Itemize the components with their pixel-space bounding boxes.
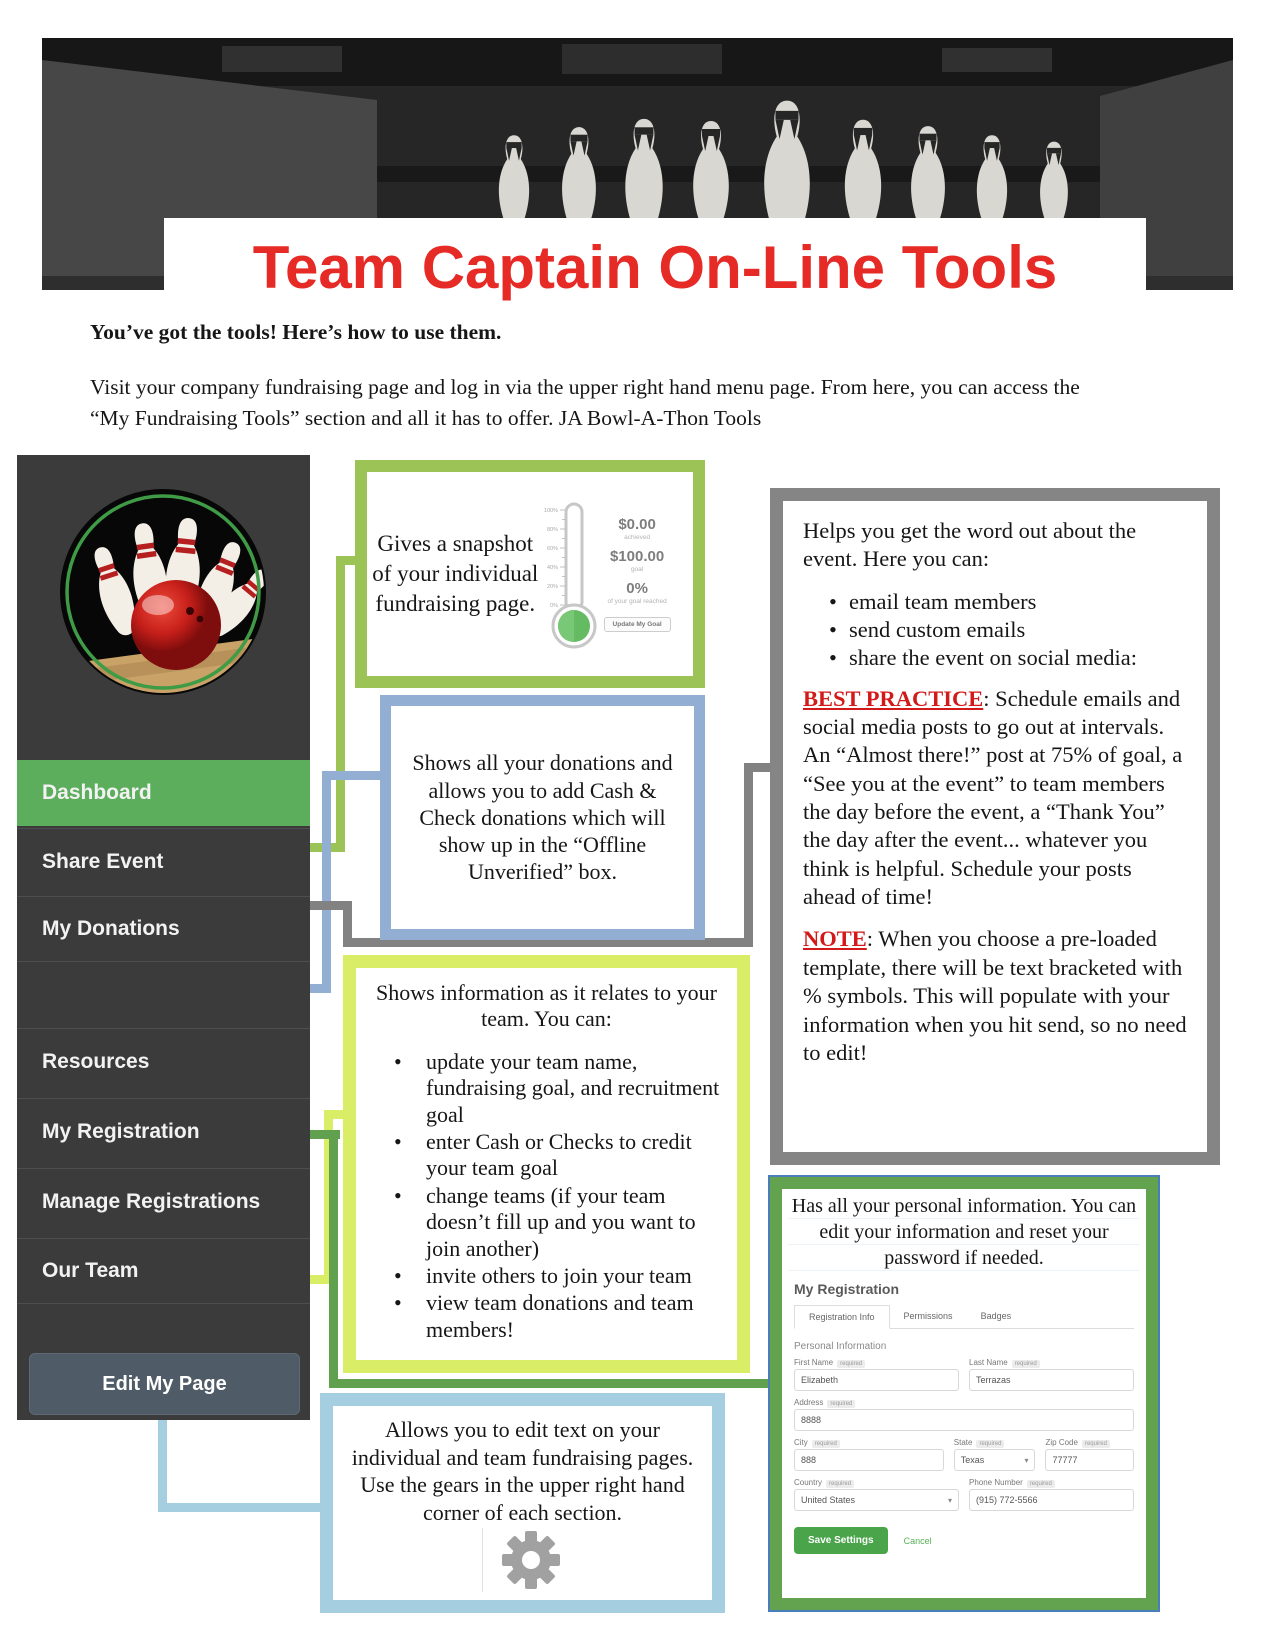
- note-text: : When you choose a pre-loaded template, there will be text bracketed with % symbols. This will populate with your information when you hit send, so no need to edit!: [803, 926, 1187, 1065]
- country-label: Country required: [794, 1478, 959, 1487]
- required-badge: required: [1082, 1440, 1110, 1448]
- required-badge: required: [976, 1440, 1004, 1448]
- country-field-group: [794, 1478, 959, 1511]
- gear-icon: [499, 1528, 563, 1592]
- city-field-group: [794, 1438, 944, 1471]
- last-name-input[interactable]: Terrazas: [969, 1369, 1134, 1391]
- address-label: Address required: [794, 1398, 1134, 1407]
- tick-label: 20%: [546, 584, 558, 590]
- title-banner: [164, 218, 1146, 316]
- required-badge: required: [812, 1440, 840, 1448]
- connector-share-event: [343, 901, 352, 941]
- required-badge: required: [826, 1480, 854, 1488]
- tab-registration-info[interactable]: Registration Info: [794, 1305, 890, 1329]
- callout-dashboard-text: Gives a snapshot of your individual fundraising page.: [372, 531, 539, 616]
- callout-edit-my-page: [320, 1393, 725, 1613]
- sidebar-item-share-event[interactable]: [17, 828, 310, 894]
- callout-my-donations-text: Shows all your donations and allows you to add Cash & Check donations which will show up in the “Offline Unverified” box.: [412, 750, 673, 885]
- connector-my-registration: [329, 1379, 771, 1388]
- tick-label: 80%: [546, 527, 558, 533]
- personal-information-heading: Personal Information: [794, 1341, 887, 1352]
- team-bullet-list: [370, 1049, 723, 1343]
- note-label: NOTE: [803, 926, 867, 952]
- tab-permissions[interactable]: Permissions: [903, 1311, 953, 1321]
- intro-heading: You’ve got the tools! Here’s how to use them.: [90, 320, 502, 344]
- connector-edit-my-page: [158, 1416, 167, 1512]
- percent-label: of your goal reached: [607, 597, 667, 605]
- goal-amount: $100.00: [609, 547, 665, 565]
- connector-dashboard: [336, 556, 345, 852]
- address-input[interactable]: 8888: [794, 1409, 1134, 1431]
- best-practice-paragraph: [803, 685, 1187, 912]
- zip-label: Zip Code required: [1045, 1438, 1134, 1447]
- sidebar-item-label: My Donations: [42, 917, 180, 940]
- edit-my-page-button[interactable]: [29, 1353, 300, 1415]
- save-settings-button[interactable]: Save Settings: [794, 1527, 888, 1554]
- sidebar-item-my-donations[interactable]: [17, 896, 310, 962]
- team-bullet: • enter Cash or Checks to credit your team goal: [400, 1129, 723, 1182]
- team-bullet: • view team donations and team members!: [400, 1290, 723, 1343]
- callout-my-donations: [380, 695, 705, 940]
- share-intro: Helps you get the word out about the event. Here you can:: [803, 518, 1137, 572]
- connector-edit-my-page: [158, 1503, 324, 1512]
- update-my-goal-button[interactable]: Update My Goal: [604, 617, 671, 632]
- note-paragraph: [803, 925, 1187, 1067]
- registration-text: Has all your personal information. You can edit your information and reset your password if needed.: [788, 1193, 1140, 1271]
- required-badge: required: [1012, 1360, 1040, 1368]
- zip-input[interactable]: 77777: [1045, 1449, 1134, 1471]
- edit-page-text: Allows you to edit text on your individual and team fundraising pages. Use the gears in the upper right hand corner of each section.: [351, 1417, 694, 1525]
- share-bullet: • send custom emails: [849, 616, 1187, 644]
- gear-divider: [482, 1528, 483, 1592]
- achieved-amount: $0.00: [618, 515, 656, 533]
- last-name-field-group: [969, 1358, 1134, 1391]
- best-practice-text: : Schedule emails and social media posts to go out at intervals. An “Almost there!” post at 75% of goal, a “See you at the event” to team members the day before the event, a “Thank You” the day after the event... whatever you think is helpful. Schedule your posts ahead of time!: [803, 685, 1183, 910]
- callout-our-team: [343, 955, 750, 1373]
- sidebar-item-our-team[interactable]: [17, 1238, 310, 1304]
- team-intro: Shows information as it relates to your team. You can:: [376, 980, 717, 1032]
- required-badge: required: [1027, 1480, 1055, 1488]
- required-badge: required: [827, 1400, 855, 1408]
- bowling-avatar-image: [58, 487, 268, 697]
- last-name-label: Last Name required: [969, 1358, 1134, 1367]
- best-practice-label: BEST PRACTICE: [803, 685, 984, 711]
- callout-dashboard: [355, 460, 705, 688]
- callout-my-registration-inner: [770, 1177, 1158, 1610]
- connector-share-event: [744, 763, 772, 772]
- fundraising-thermometer-widget: [540, 498, 689, 650]
- tick-label: 100%: [543, 508, 558, 514]
- state-select[interactable]: Texas ▾: [954, 1449, 1036, 1471]
- edit-my-page-label: Edit My Page: [102, 1372, 227, 1395]
- first-name-field-group: [794, 1358, 959, 1391]
- required-badge: required: [837, 1360, 865, 1368]
- phone-label: Phone Number required: [969, 1478, 1134, 1487]
- sidebar-item-label: Dashboard: [42, 781, 152, 804]
- sidebar-item-dashboard[interactable]: [17, 760, 310, 826]
- intro-paragraph: Visit your company fundraising page and log in via the upper right hand menu page. From here, you can access the “My Fundraising Tools” section and all it has to offer. JA Bowl-A-Thon Tools: [90, 375, 1080, 430]
- sidebar-item-label: Our Team: [42, 1259, 139, 1282]
- connector-my-registration: [329, 1130, 338, 1388]
- sidebar-item-my-registration[interactable]: [17, 1098, 310, 1164]
- share-bullet: • email team members: [849, 588, 1187, 616]
- registration-form-screenshot: [788, 1281, 1140, 1554]
- team-bullet: • change teams (if your team doesn’t fill up and you want to join another): [400, 1183, 723, 1262]
- tick-label: 0%: [549, 603, 558, 609]
- thermometer-icon: [540, 498, 602, 650]
- connector-share-event: [744, 763, 753, 947]
- sidebar-item-label: Resources: [42, 1049, 150, 1073]
- gear-illustration: [345, 1528, 700, 1592]
- form-tabs: [794, 1305, 1134, 1329]
- sidebar-item-label: Share Event: [42, 849, 164, 873]
- sidebar-item-manage-registrations[interactable]: [17, 1168, 310, 1234]
- state-field-group: [954, 1438, 1036, 1471]
- sidebar-item-label: My Registration: [42, 1119, 200, 1143]
- state-label: State required: [954, 1438, 1036, 1447]
- fundraising-tools-sidebar: [17, 455, 310, 1420]
- tick-label: 60%: [546, 546, 558, 552]
- page-title: Team Captain On-Line Tools: [252, 233, 1058, 301]
- thermometer-stats: [604, 517, 671, 632]
- connector-my-donations: [322, 771, 331, 993]
- share-bullet: • share the event on social media:: [849, 644, 1187, 672]
- share-bullet-list: [803, 588, 1187, 673]
- cancel-link[interactable]: Cancel: [903, 1535, 932, 1546]
- tick-label: 40%: [546, 565, 558, 571]
- first-name-label: First Name required: [794, 1358, 959, 1367]
- country-select[interactable]: United States ▾: [794, 1489, 959, 1511]
- zip-field-group: [1045, 1438, 1134, 1471]
- city-input[interactable]: 888: [794, 1449, 944, 1471]
- phone-input[interactable]: (915) 772-5566: [969, 1489, 1134, 1511]
- percent-value: 0%: [626, 579, 648, 597]
- team-bullet: • update your team name, fundraising goal, and recruitment goal: [400, 1049, 723, 1128]
- address-field-group: [794, 1398, 1134, 1431]
- first-name-input[interactable]: Elizabeth: [794, 1369, 959, 1391]
- sidebar-item-label: Manage Registrations: [42, 1189, 261, 1213]
- achieved-label: achieved: [624, 533, 651, 541]
- form-actions: [794, 1527, 1134, 1554]
- tab-badges[interactable]: Badges: [980, 1311, 1012, 1321]
- callout-my-registration: [768, 1175, 1160, 1612]
- team-bullet: • invite others to join your team: [400, 1263, 723, 1289]
- goal-label: goal: [630, 565, 644, 573]
- callout-share-event: [770, 488, 1220, 1165]
- bowling-avatar: [58, 487, 268, 697]
- bowling-pins-photo: [42, 38, 1233, 301]
- city-label: City required: [794, 1438, 944, 1447]
- sidebar-item-resources[interactable]: [17, 1028, 310, 1094]
- phone-field-group: [969, 1478, 1134, 1511]
- form-title: My Registration: [794, 1281, 900, 1297]
